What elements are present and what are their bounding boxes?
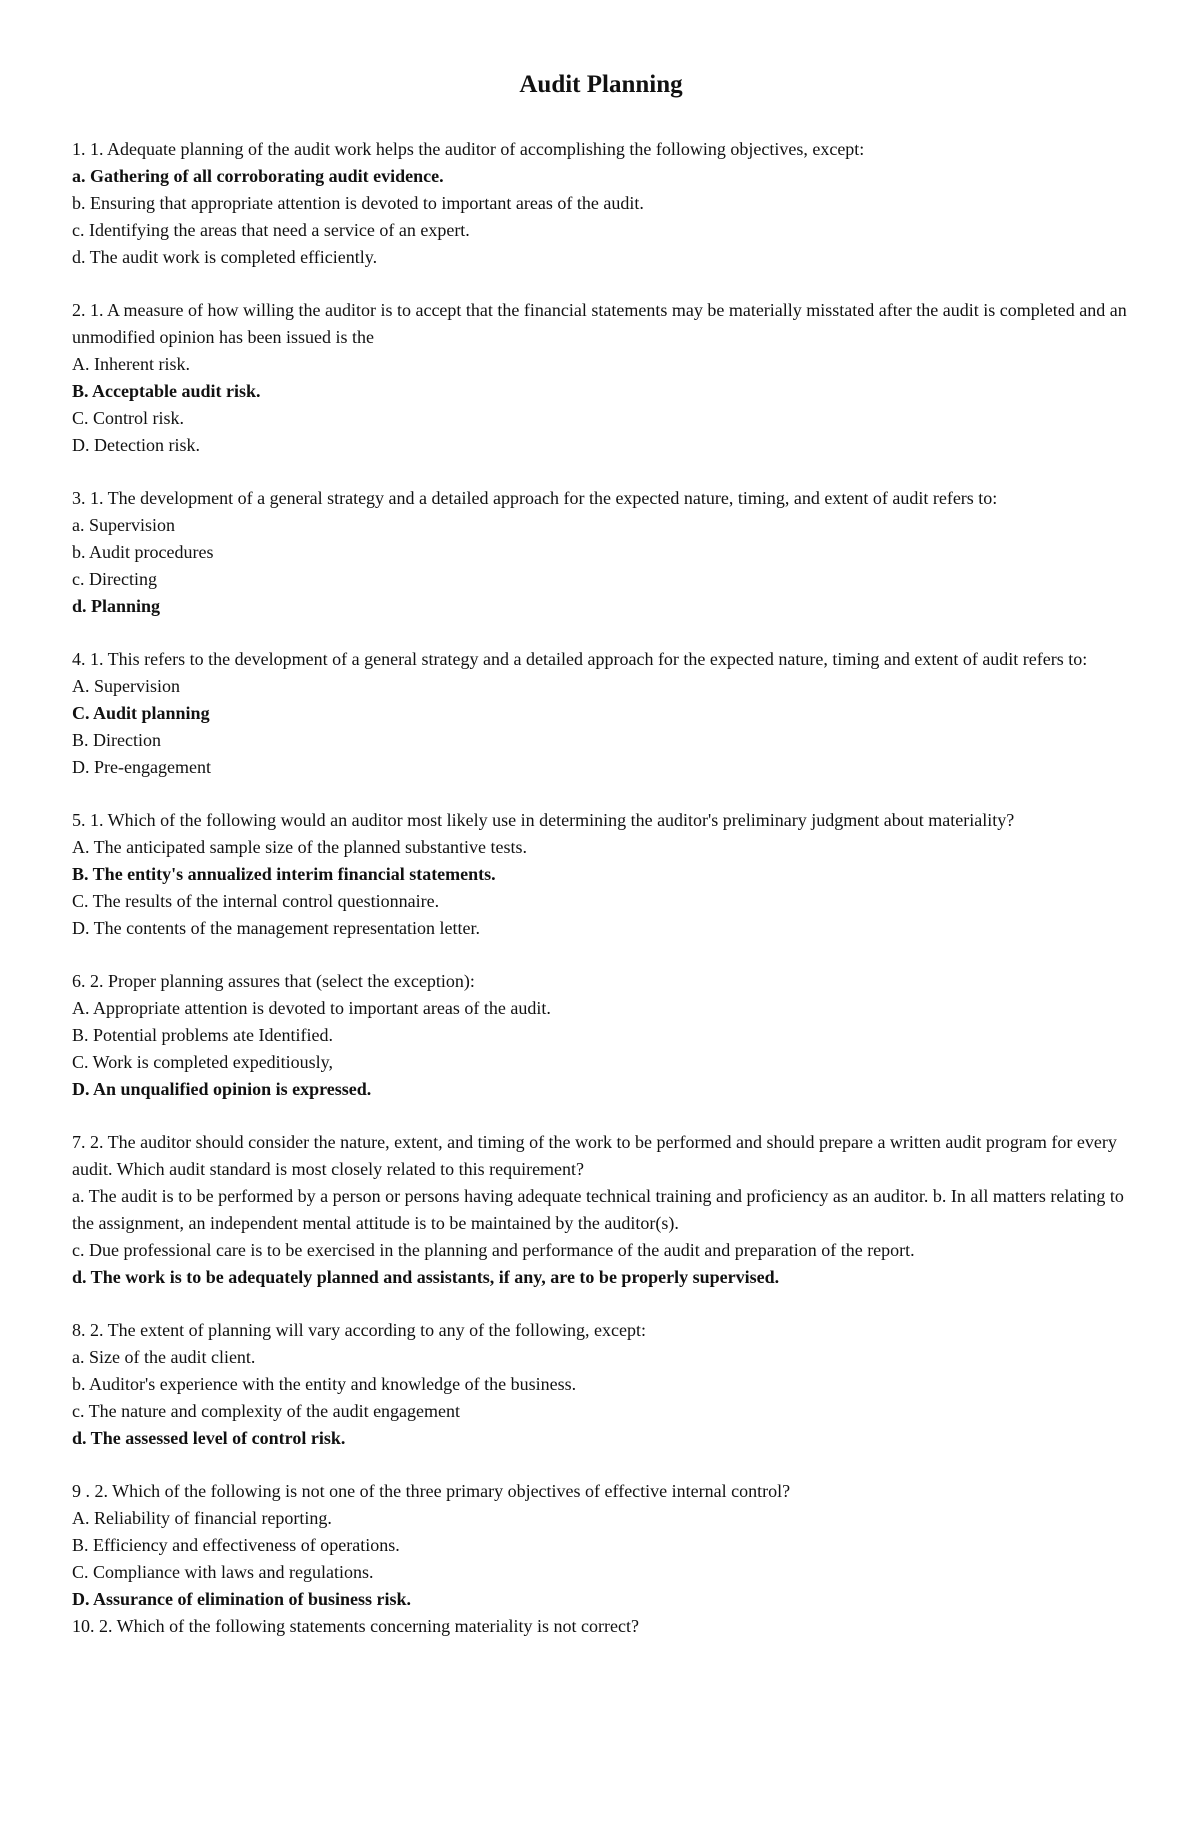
question-stem: 7. 2. The auditor should consider the nature, extent, and timing of the work to be performed and should prepare a written audit program for every audit. Which audit standard is most closely related to this requirement? [72,1132,1117,1179]
question-3 [72,485,1130,620]
answer-option: c. Directing [72,569,157,589]
answer-option: D. Detection risk. [72,435,200,455]
answer-option: a. Supervision [72,515,175,535]
question-stem: 1. 1. Adequate planning of the audit work helps the auditor of accomplishing the following objectives, except: [72,139,865,159]
correct-answer-option: D. An unqualified opinion is expressed. [72,1079,372,1099]
correct-answer-option: B. Acceptable audit risk. [72,381,261,401]
question-10 [72,1613,1130,1640]
answer-option: c. Due professional care is to be exercised in the planning and performance of the audit and preparation of the report. [72,1240,915,1260]
answer-option: D. The contents of the management representation letter. [72,918,481,938]
correct-answer-option: a. Gathering of all corroborating audit evidence. [72,166,444,186]
question-stem: 9 . 2. Which of the following is not one of the three primary objectives of effective internal control? [72,1481,791,1501]
question-stem: 4. 1. This refers to the development of a general strategy and a detailed approach for the expected nature, timing and extent of audit refers to: [72,649,1088,669]
correct-answer-option: d. The work is to be adequately planned and assistants, if any, are to be properly supervised. [72,1267,780,1287]
answer-option: C. Compliance with laws and regulations. [72,1562,374,1582]
question-stem: 6. 2. Proper planning assures that (select the exception): [72,971,475,991]
question-list [72,136,1130,1640]
question-2 [72,297,1130,459]
question-4 [72,646,1130,781]
question-stem: 5. 1. Which of the following would an auditor most likely use in determining the auditor's preliminary judgment about materiality? [72,810,1015,830]
answer-option: a. Size of the audit client. [72,1347,256,1367]
answer-option: c. Identifying the areas that need a service of an expert. [72,220,470,240]
answer-option: A. Reliability of financial reporting. [72,1508,332,1528]
answer-option: B. Potential problems ate Identified. [72,1025,333,1045]
question-stem: 10. 2. Which of the following statements concerning materiality is not correct? [72,1616,639,1636]
question-8 [72,1317,1130,1452]
correct-answer-option: d. The assessed level of control risk. [72,1428,346,1448]
correct-answer-option: D. Assurance of elimination of business risk. [72,1589,412,1609]
answer-option: a. The audit is to be performed by a person or persons having adequate technical training and proficiency as an auditor. b. In all matters relating to the assignment, an independent mental attitude is to be maintained by the auditor(s). [72,1186,1124,1233]
answer-option: c. The nature and complexity of the audit engagement [72,1401,461,1421]
document-page [72,68,1130,1666]
correct-answer-option: C. Audit planning [72,703,210,723]
answer-option: b. Audit procedures [72,542,214,562]
question-7 [72,1129,1130,1291]
question-5 [72,807,1130,942]
question-6 [72,968,1130,1103]
answer-option: C. Work is completed expeditiously, [72,1052,334,1072]
answer-option: B. Efficiency and effectiveness of operations. [72,1535,400,1555]
answer-option: b. Auditor's experience with the entity and knowledge of the business. [72,1374,577,1394]
answer-option: b. Ensuring that appropriate attention is devoted to important areas of the audit. [72,193,644,213]
answer-option: C. The results of the internal control questionnaire. [72,891,440,911]
answer-option: d. The audit work is completed efficiently. [72,247,378,267]
question-stem: 8. 2. The extent of planning will vary according to any of the following, except: [72,1320,647,1340]
answer-option: A. Inherent risk. [72,354,190,374]
question-stem: 2. 1. A measure of how willing the auditor is to accept that the financial statements may be materially misstated after the audit is completed and an unmodified opinion has been issued is the [72,300,1127,347]
answer-option: B. Direction [72,730,161,750]
answer-option: A. The anticipated sample size of the planned substantive tests. [72,837,528,857]
answer-option: A. Appropriate attention is devoted to important areas of the audit. [72,998,551,1018]
question-stem: 3. 1. The development of a general strategy and a detailed approach for the expected nature, timing, and extent of audit refers to: [72,488,998,508]
answer-option: C. Control risk. [72,408,185,428]
correct-answer-option: B. The entity's annualized interim financial statements. [72,864,496,884]
correct-answer-option: d. Planning [72,596,161,616]
answer-option: D. Pre-engagement [72,757,211,777]
question-9 [72,1478,1130,1613]
question-1 [72,136,1130,271]
answer-option: A. Supervision [72,676,180,696]
document-title: Audit Planning [519,71,683,98]
